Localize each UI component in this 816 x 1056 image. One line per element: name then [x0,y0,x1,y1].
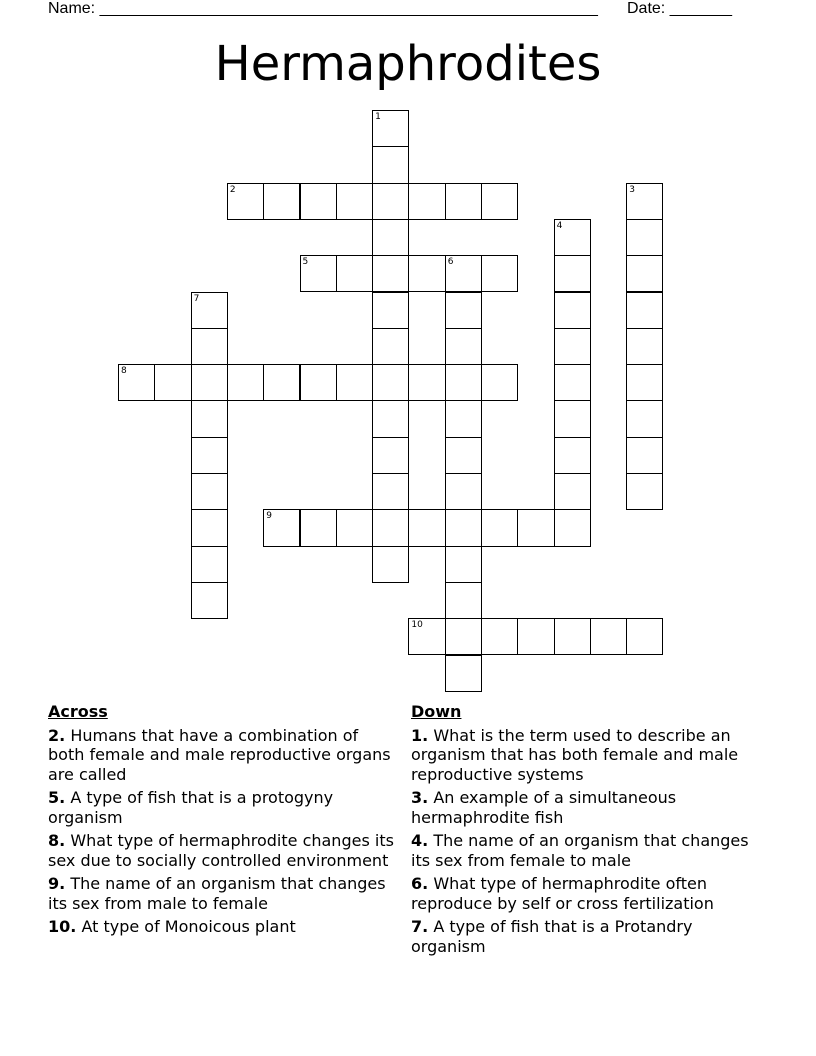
clue-number: 3. [411,788,429,807]
crossword-cell[interactable] [372,364,409,401]
crossword-cell[interactable] [445,400,482,437]
crossword-cell[interactable] [445,546,482,583]
clue-text: What type of hermaphrodite often reproduce by self or cross fertilization [411,874,714,913]
clue-down-1 [411,726,761,785]
crossword-cell[interactable] [554,255,591,292]
clue-text: A type of fish that is a protogyny organism [48,788,334,827]
across-clues [48,702,398,941]
page-title: Hermaphrodites [214,36,602,92]
clue-number: 2. [48,725,66,745]
crossword-cell[interactable] [191,473,228,510]
crossword-cell[interactable] [372,146,409,183]
clue-text: What is the term used to describe an organism that has both female and male reproductive systems [411,725,739,784]
crossword-cell[interactable] [445,292,482,329]
crossword-cell[interactable] [481,618,518,655]
crossword-cell[interactable] [408,618,445,655]
clue-number: 8. [48,831,66,850]
crossword-cell[interactable] [626,219,663,256]
crossword-cell[interactable] [554,437,591,474]
crossword-cell[interactable] [372,183,409,220]
clue-text: The name of an organism that changes its sex from female to male [411,831,749,870]
crossword-cell[interactable] [300,364,337,401]
clue-number: 10. [48,917,77,936]
clue-text: What type of hermaphrodite changes its sex due to socially controlled environment [48,831,394,870]
cell-number: 3 [629,184,635,195]
crossword-cell[interactable] [590,618,627,655]
cell-number: 2 [229,184,236,195]
crossword-cell[interactable] [154,364,191,401]
crossword-cell[interactable] [626,255,663,292]
crossword-cell[interactable] [626,437,663,474]
clue-down-4 [411,831,761,870]
crossword-cell[interactable] [445,655,482,692]
crossword-cell[interactable] [626,364,663,401]
clue-number: 7. [411,917,429,936]
crossword-cell[interactable] [554,364,591,401]
crossword-cell[interactable] [372,255,409,292]
crossword-cell[interactable] [372,110,409,147]
crossword-cell[interactable] [481,364,518,401]
crossword-cell[interactable] [626,328,663,365]
cell-number: 9 [266,511,272,522]
crossword-cell[interactable] [227,183,264,220]
crossword-cell[interactable] [626,473,663,510]
crossword-cell[interactable] [372,219,409,256]
clue-across-8 [48,831,398,870]
clue-number: 5. [48,788,66,807]
crossword-cell[interactable] [191,437,228,474]
clue-down-7 [411,917,761,956]
crossword-cell[interactable] [191,328,228,365]
clue-text: Humans that have a combination of both female and male reproductive organs are called [48,725,391,784]
crossword-cell[interactable] [336,364,373,401]
crossword-cell[interactable] [300,183,337,220]
crossword-cell[interactable] [191,400,228,437]
cell-number: 1 [375,112,381,122]
crossword-cell[interactable] [481,183,518,220]
crossword-cell[interactable] [191,364,228,401]
crossword-cell[interactable] [408,364,445,401]
crossword-cell[interactable] [191,546,228,583]
crossword-cell[interactable] [554,509,591,546]
crossword-cell[interactable] [263,183,300,220]
crossword-cell[interactable] [263,364,300,401]
crossword-cell[interactable] [372,437,409,474]
crossword-cell[interactable] [554,328,591,365]
clue-number: 1. [411,725,429,745]
clue-across-10 [48,917,398,937]
clue-text: At type of Monoicous plant [81,917,296,936]
crossword-cell[interactable] [372,509,409,546]
crossword-cell[interactable] [336,255,373,292]
crossword-cell[interactable] [191,509,228,546]
cell-number: 6 [447,257,454,268]
date-field-label: Date: _______ [627,0,732,17]
crossword-cell[interactable] [445,364,482,401]
cell-number: 5 [302,257,309,268]
clue-across-2 [48,726,398,785]
clue-across-9 [48,874,398,913]
crossword-cell[interactable] [300,509,337,546]
crossword-cell[interactable] [227,364,264,401]
crossword-cell[interactable] [300,255,337,292]
crossword-cell[interactable] [626,400,663,437]
down-clues [411,702,761,960]
clue-across-5 [48,788,398,827]
crossword-cell[interactable] [481,509,518,546]
crossword-cell[interactable] [408,183,445,220]
crossword-cell[interactable] [481,255,518,292]
crossword-cell[interactable] [445,328,482,365]
clue-down-6 [411,874,761,913]
crossword-cell[interactable] [191,292,228,329]
crossword-cell[interactable] [517,509,554,546]
name-field-label: Name: ________________________________________________________ [48,0,598,17]
cell-number: 10 [411,620,423,631]
crossword-cell[interactable] [336,509,373,546]
crossword-cell[interactable] [372,400,409,437]
cell-number: 4 [556,220,563,231]
crossword-cell[interactable] [372,292,409,329]
crossword-cell[interactable] [445,437,482,474]
crossword-cell[interactable] [626,292,663,329]
crossword-cell[interactable] [554,473,591,510]
crossword-cell[interactable] [445,582,482,619]
clue-number: 4. [411,831,429,850]
crossword-cell[interactable] [372,546,409,583]
clue-down-3 [411,788,761,827]
cell-number: 8 [121,366,127,377]
crossword-cell[interactable] [626,183,663,220]
crossword-cell[interactable] [118,364,155,401]
crossword-cell[interactable] [445,618,482,655]
across-heading: Across [48,702,108,721]
crossword-cell[interactable] [263,509,300,546]
clue-number: 9. [48,874,66,893]
clue-text: The name of an organism that changes its sex from male to female [48,874,386,913]
clue-text: A type of fish that is a Protandry organism [411,917,693,956]
crossword-cell[interactable] [554,292,591,329]
cell-number: 7 [193,293,200,304]
down-heading: Down [411,702,462,721]
crossword-cell[interactable] [445,255,482,292]
crossword-cell[interactable] [372,328,409,365]
crossword-cell[interactable] [554,618,591,655]
crossword-cell[interactable] [445,183,482,220]
crossword-cell[interactable] [445,473,482,510]
clue-number: 6. [411,874,429,893]
crossword-cell[interactable] [554,219,591,256]
crossword-cell[interactable] [445,509,482,546]
crossword-cell[interactable] [626,618,663,655]
crossword-cell[interactable] [517,618,554,655]
crossword-cell[interactable] [191,582,228,619]
crossword-cell[interactable] [554,400,591,437]
clue-text: An example of a simultaneous hermaphrodite fish [411,788,677,827]
crossword-cell[interactable] [408,509,445,546]
crossword-cell[interactable] [336,183,373,220]
crossword-cell[interactable] [372,473,409,510]
crossword-cell[interactable] [408,255,445,292]
